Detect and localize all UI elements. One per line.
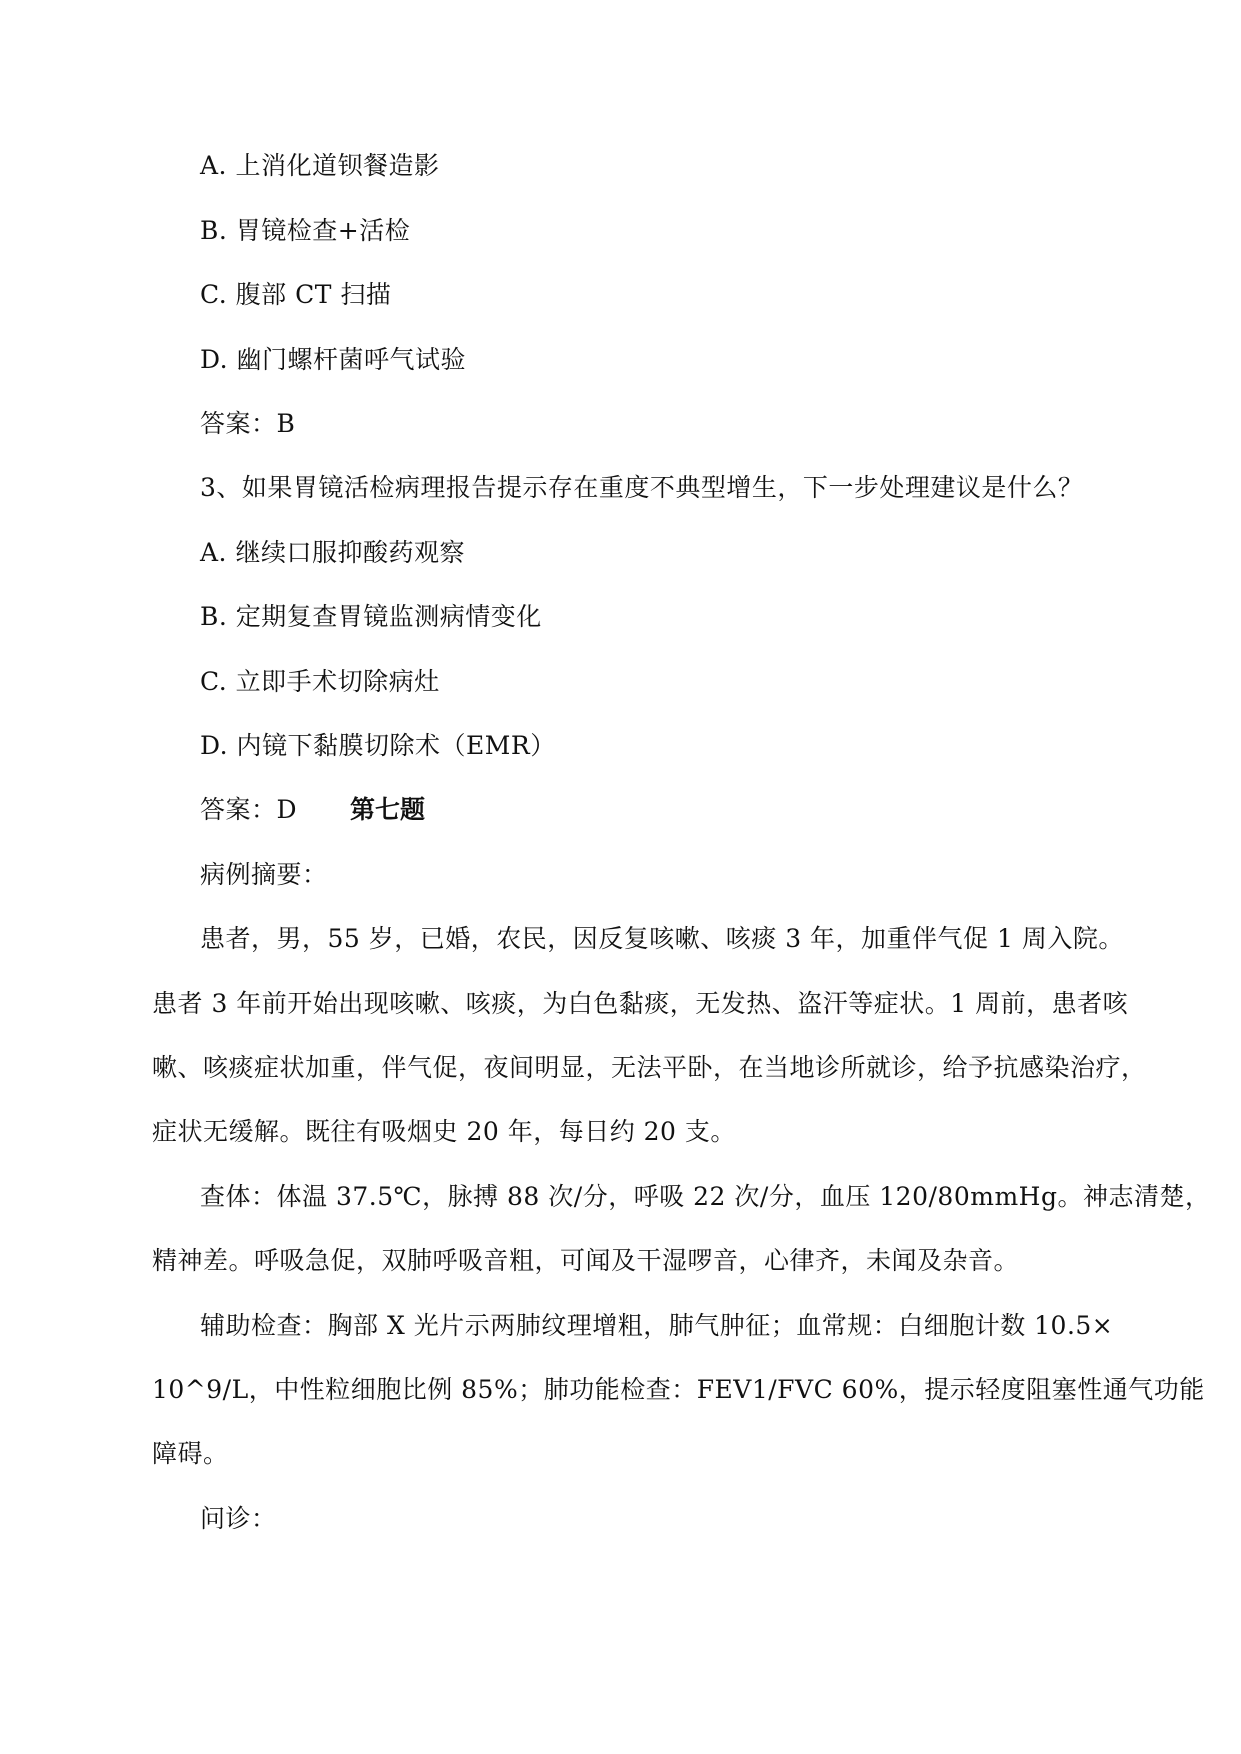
case-aux-line: 辅助检查：胸部 X 光片示两肺纹理增粗，肺气肿征；血常规：白细胞计数 10.5× bbox=[200, 1311, 1114, 1340]
case-exam-line: 精神差。呼吸急促，双肺呼吸音粗，可闻及干湿啰音，心律齐，未闻及杂音。 bbox=[152, 1246, 1020, 1275]
q3-option-b: B. 定期复查胃镜监测病情变化 bbox=[200, 602, 542, 631]
case-inquiry-label: 问诊： bbox=[200, 1504, 277, 1533]
q2-option-c: C. 腹部 CT 扫描 bbox=[200, 280, 392, 309]
section-heading: 第七题 bbox=[350, 795, 426, 824]
case-aux-line: 障碍。 bbox=[152, 1439, 229, 1468]
q3-question: 3、如果胃镜活检病理报告提示存在重度不典型增生，下一步处理建议是什么？ bbox=[200, 473, 1084, 502]
q2-option-d: D. 幽门螺杆菌呼气试验 bbox=[200, 345, 467, 374]
q3-option-a: A. 继续口服抑酸药观察 bbox=[200, 538, 465, 567]
case-history-line: 患者 3 年前开始出现咳嗽、咳痰，为白色黏痰，无发热、盗汗等症状。1 周前，患者咳 bbox=[152, 989, 1129, 1018]
q2-answer: 答案：B bbox=[200, 409, 296, 438]
q3-option-c: C. 立即手术切除病灶 bbox=[200, 667, 440, 696]
q3-answer: 答案：D bbox=[200, 795, 298, 824]
q3-option-d: D. 内镜下黏膜切除术（EMR） bbox=[200, 731, 556, 760]
case-history-line: 患者，男，55 岁，已婚，农民，因反复咳嗽、咳痰 3 年，加重伴气促 1 周入院。 bbox=[200, 924, 1124, 953]
q2-option-a: A. 上消化道钡餐造影 bbox=[200, 151, 440, 180]
case-history-line: 嗽、咳痰症状加重，伴气促，夜间明显，无法平卧，在当地诊所就诊，给予抗感染治疗， bbox=[152, 1053, 1147, 1082]
case-summary-label: 病例摘要： bbox=[200, 860, 328, 889]
case-aux-line: 10^9/L，中性粒细胞比例 85%；肺功能检查：FEV1/FVC 60%，提示轻度阻塞性通气功能 bbox=[152, 1375, 1205, 1404]
case-history-line: 症状无缓解。既往有吸烟史 20 年，每日约 20 支。 bbox=[152, 1117, 736, 1146]
q2-option-b: B. 胃镜检查+活检 bbox=[200, 216, 411, 245]
case-exam-line: 查体：体温 37.5℃，脉搏 88 次/分，呼吸 22 次/分，血压 120/80mmHg。神志清楚， bbox=[200, 1182, 1211, 1211]
